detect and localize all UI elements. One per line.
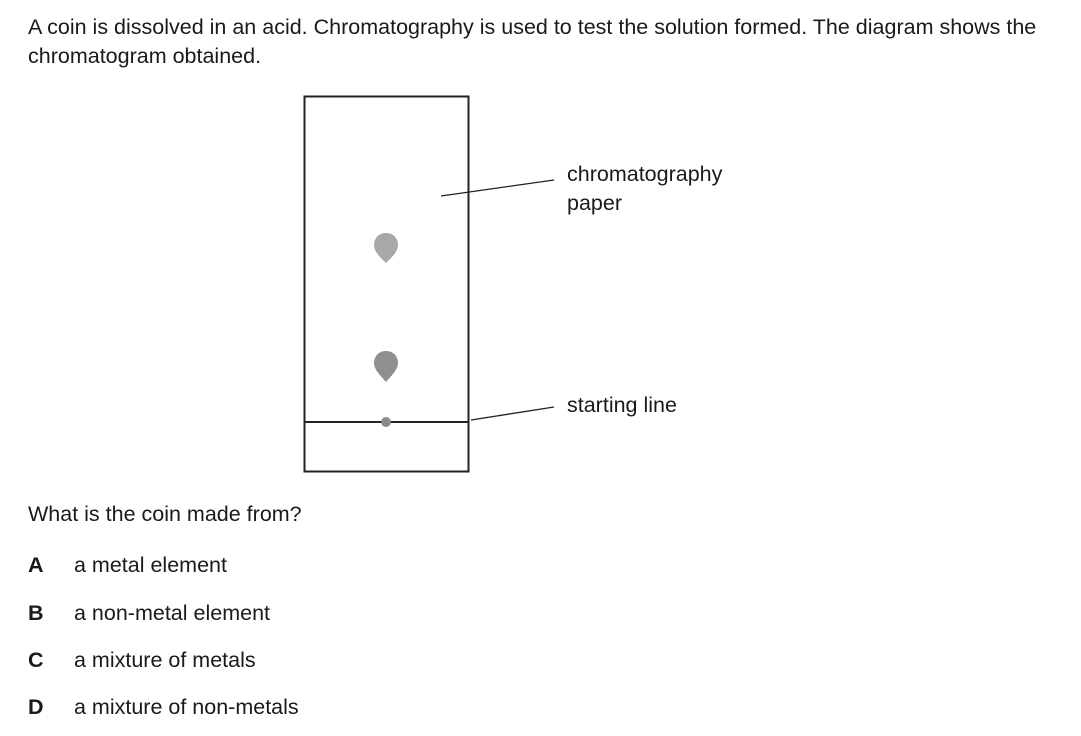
question-prompt: What is the coin made from? <box>28 502 302 526</box>
option-letter: A <box>28 553 44 577</box>
option-text: a metal element <box>74 553 227 577</box>
option-text: a mixture of metals <box>74 648 256 672</box>
option-d[interactable] <box>28 695 299 725</box>
option-letter: C <box>28 648 44 672</box>
option-c[interactable] <box>28 648 256 678</box>
option-letter: D <box>28 695 44 719</box>
option-a[interactable] <box>28 553 227 583</box>
option-b[interactable] <box>28 601 270 631</box>
option-letter: B <box>28 601 44 625</box>
start-leader-line <box>471 407 554 420</box>
question-intro: A coin is dissolved in an acid. Chromatography is used to test the solution formed. The diagram shows the chromatogram obtained. <box>28 15 1037 68</box>
chromatography-paper <box>305 97 469 472</box>
option-text: a non-metal element <box>74 601 270 625</box>
start-label: starting line <box>567 393 677 417</box>
paper-label-line1: chromatography <box>567 162 723 186</box>
origin-spot <box>381 417 391 427</box>
option-text: a mixture of non-metals <box>74 695 299 719</box>
paper-label-line2: paper <box>567 191 622 215</box>
